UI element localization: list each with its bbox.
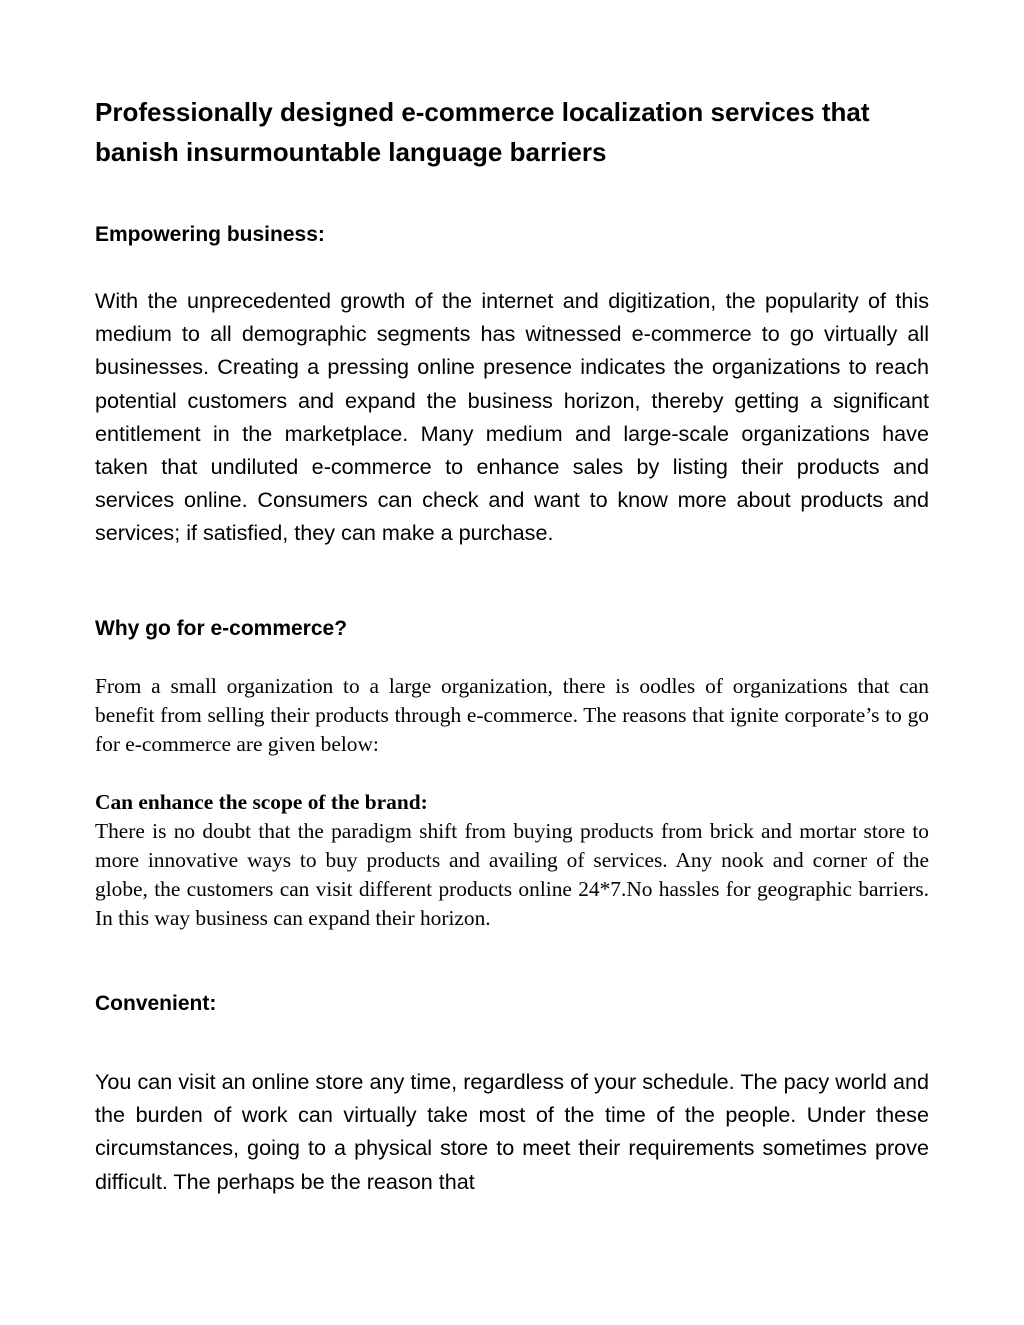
paragraph-empowering-business: With the unprecedented growth of the internet and digitization, the popularity of this medium to all demographic segments has witnessed e-commerce to go virtually all businesses. Creating a pressing online presence indicates the organizations to reach potential customers and expand the business horizon, thereby getting a significant entitlement in the marketplace. Many medium and large-scale organizations have taken that undiluted e-commerce to enhance sales by listing their products and services online. Consumers can check and want to know more about products and services; if satisfied, they can make a purchase. <box>95 288 929 546</box>
paragraph-convenient: You can visit an online store any time, regardless of your schedule. The pacy world and the burden of work can virtually take most of the time of the people. Under these circumstances, going to a physical store to meet their requirements sometimes prove difficult. The perhaps be the reason that <box>95 1069 929 1194</box>
heading-why-ecommerce: Why go for e-commerce? <box>95 617 348 640</box>
paragraph-why-ecommerce: From a small organization to a large organization, there is oodles of organizations that can benefit from selling their products through e-commerce. The reasons that ignite corporate’s to go for e-commerce are given below: <box>95 674 929 756</box>
paragraph-brand-scope: There is no doubt that the paradigm shift from buying products from brick and mortar store to more innovative ways to buy products and availing of services. Any nook and corner of the globe, the customers can visit different products online 24*7.No hassles for geographic barriers. In this way business can expand their horizon. <box>95 819 929 930</box>
heading-brand-scope: Can enhance the scope of the brand: <box>95 790 428 814</box>
section-brand-scope <box>95 788 929 933</box>
document-title: Professionally designed e-commerce localization services that banish insurmountable language barriers <box>95 97 870 167</box>
heading-empowering-business: Empowering business: <box>95 223 325 246</box>
heading-convenient: Convenient: <box>95 992 217 1015</box>
